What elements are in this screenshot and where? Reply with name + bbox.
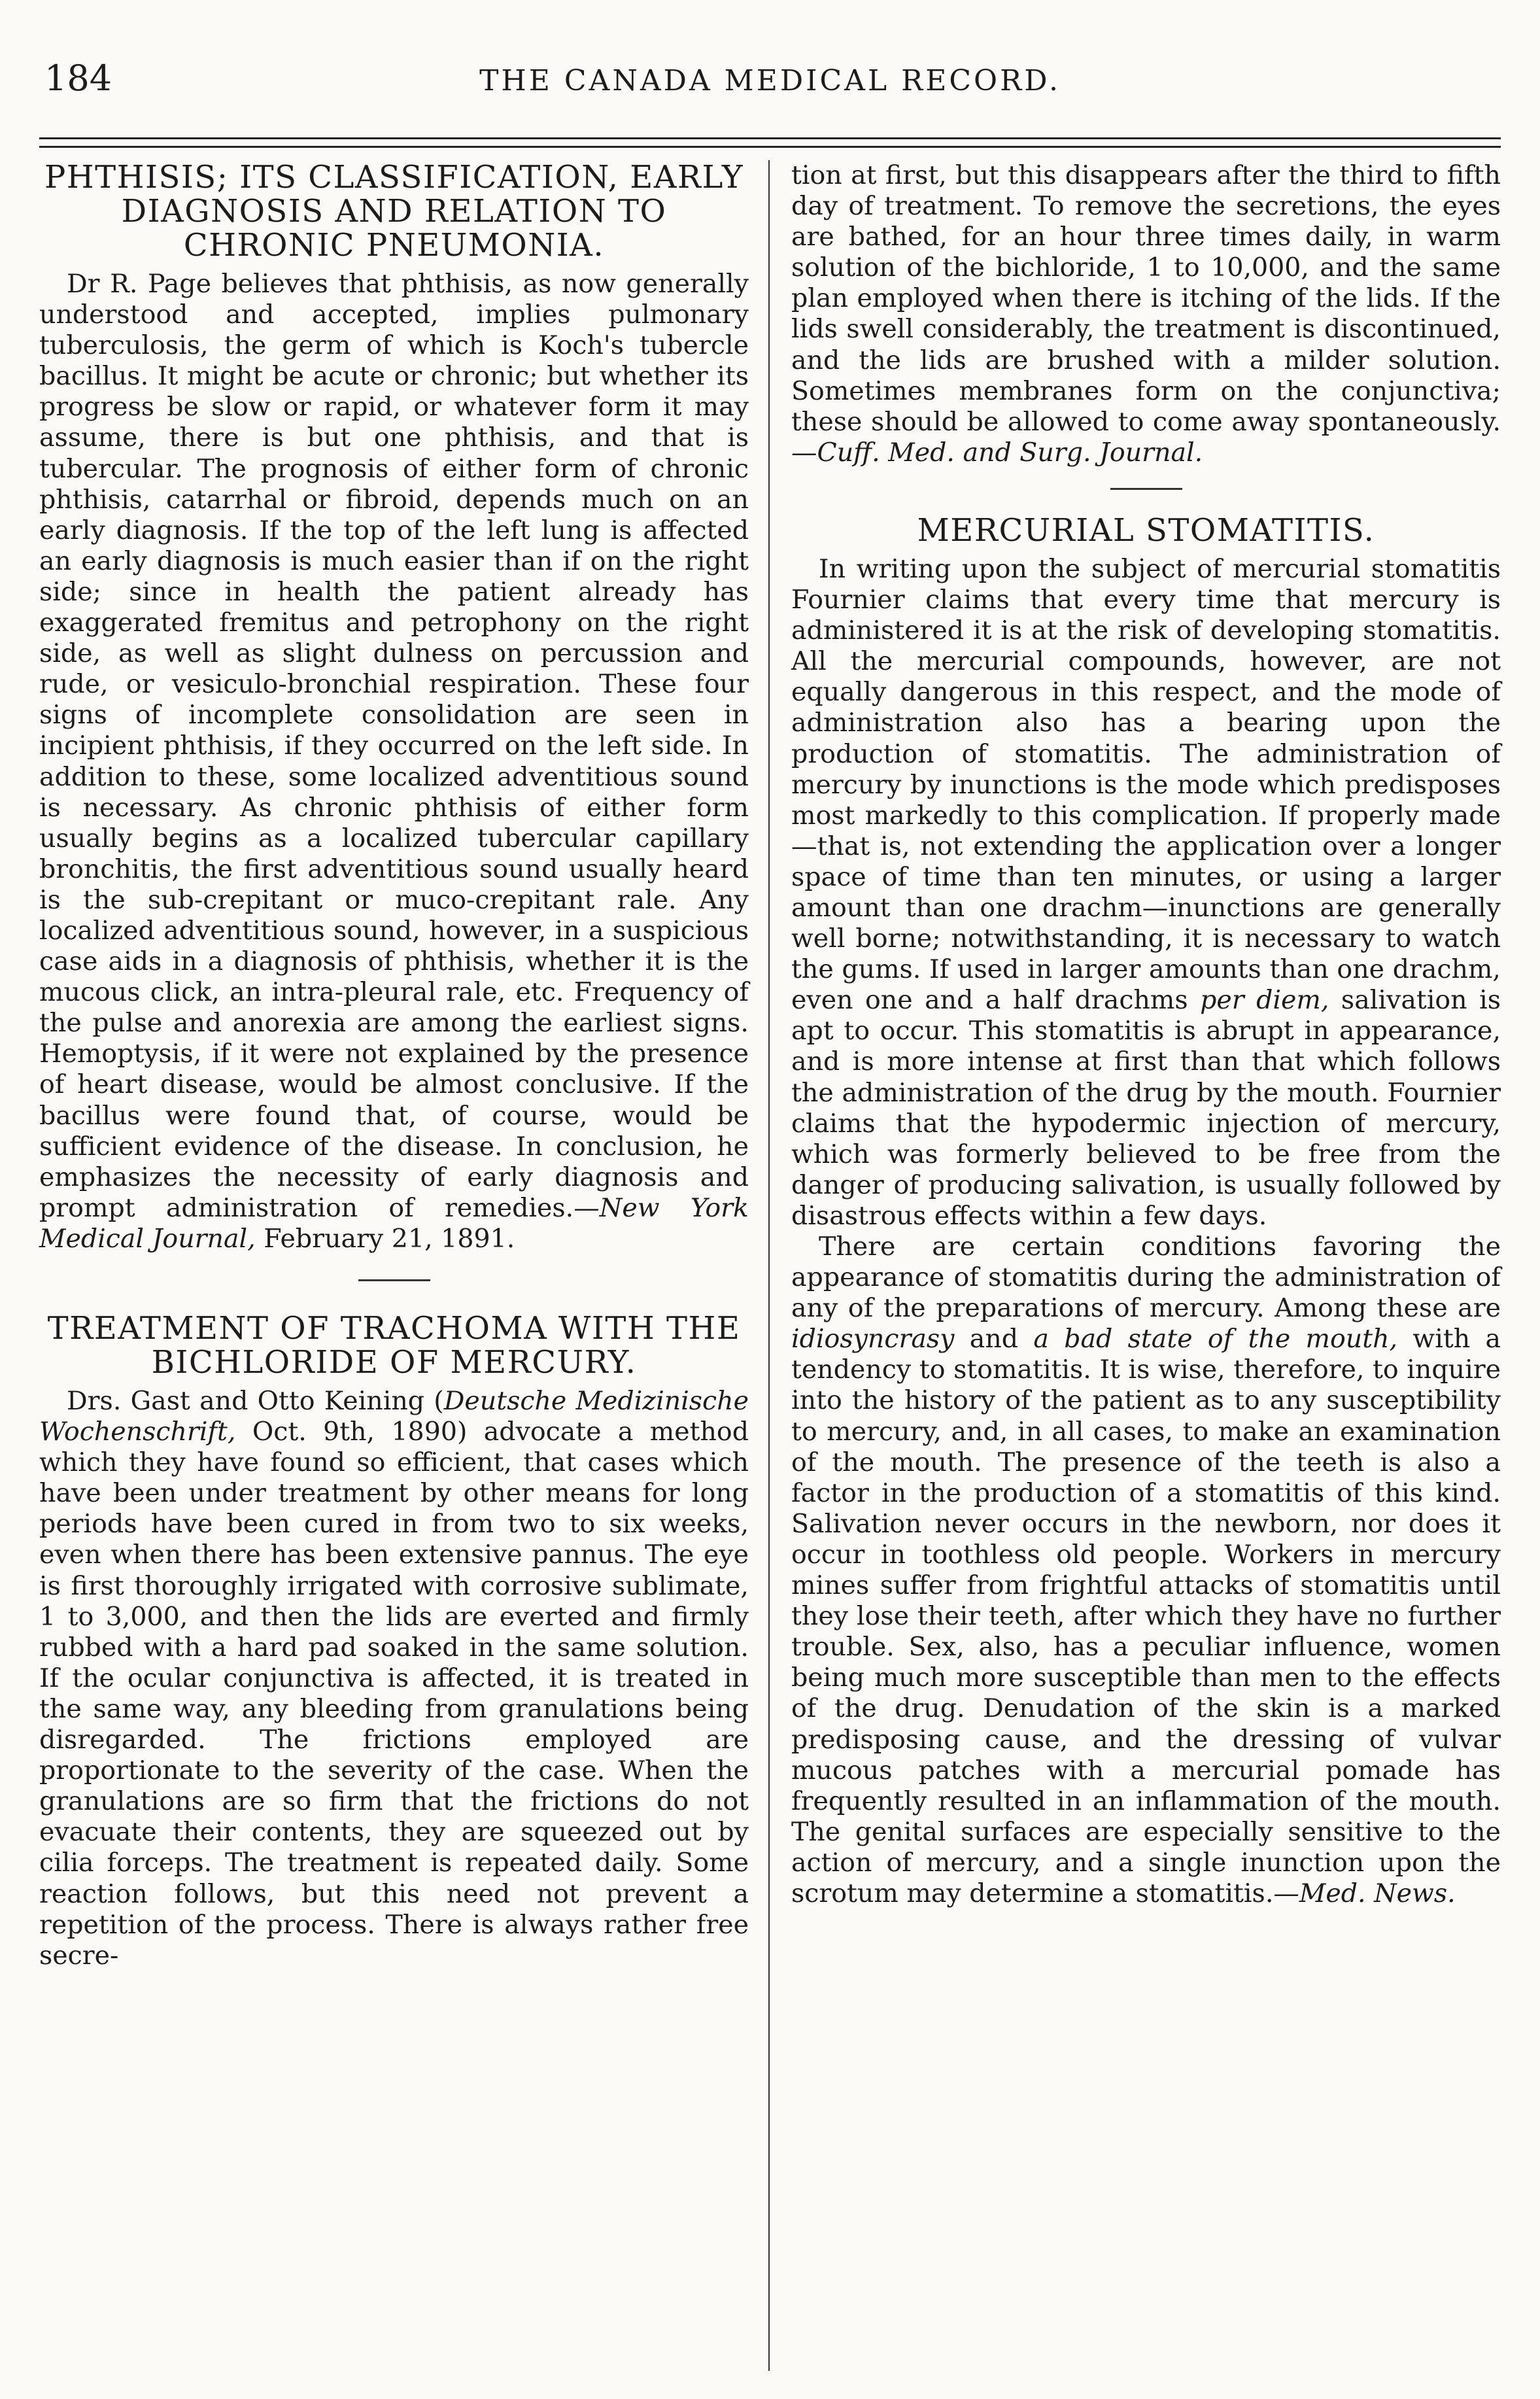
journal-page xyxy=(39,26,1501,2374)
header-double-rule xyxy=(39,137,1501,148)
trachoma-lead: Drs. Gast and Otto Keining ( xyxy=(67,1386,444,1416)
stomatitis-source: —Med. News. xyxy=(1273,1878,1456,1908)
phthisis-source: —New York Medical Journal, xyxy=(39,1192,749,1254)
stomatitis-p1-text: In writing upon the subject of mercurial stomatitis Fournier claims that every time that mercury is administered it is at the risk of developing stomatitis. All the mercurial compounds, however, are not equally dangerous in this respect, and the mode of administration also has a bearing upon the production of stomatitis. The administration of mercury by inunctions is the mode which predisposes most markedly to this complication. If properly made—that is, not extending the application over a longer space of time than ten minutes, or using a larger amount than one drachm—inunctions are generally well borne; notwithstanding, it is necessary to watch the gums. If used in larger amounts than one drachm, even one and a half drachms xyxy=(791,553,1501,1016)
continuation-text: tion at first, but this disappears after the third to fifth day of treatment. To remove the secretions, the eyes are bathed, for an hour three times daily, in warm solution of the bichloride, 1 to 10,000, and the same plan employed when there is itching of the lids. If the lids swell considerably, the treatment is discontinued, and the lids are brushed with a milder solution. Sometimes membranes form on the conjunctiva; these should be allowed to come away spontaneously. xyxy=(791,160,1501,437)
column-rule xyxy=(768,160,770,2371)
stomatitis-p1-italic: per diem, xyxy=(1200,985,1329,1016)
article-title-stomatitis: MERCURIAL STOMATITIS. xyxy=(917,511,1375,549)
continuation-source: —Cuff. Med. and Surg. Journal. xyxy=(791,437,1203,468)
journal-title: THE CANADA MEDICAL RECORD. xyxy=(479,64,1061,97)
trachoma-text: Oct. 9th, 1890) advocate a method which they have found so efficient, that cases which have been under treatment by other means for long periods have been cured in from two to six weeks, even when there has been extensive pannus. The eye is first thoroughly irrigated with corrosive sublimate, 1 to 3,000, and then the lids are everted and firmly rubbed with a hard pad soaked in the same solution. If the ocular conjunctiva is affected, it is treated in the same way, any bleeding from granulations being disregarded. The frictions employed are proportionate to the severity of the case. When the granulations are so firm that the frictions do not evacuate their contents, they are squeezed out by cilia forceps. The treatment is repeated daily. Some reaction follows, but this need not prevent a repetition of the process. There is always rather free secre- xyxy=(39,1417,749,1971)
stomatitis-p2-and: and xyxy=(954,1324,1034,1355)
phthisis-date: February 21, 1891. xyxy=(255,1223,515,1254)
section-divider xyxy=(1110,488,1182,490)
article-body-trachoma xyxy=(39,1386,749,1971)
article-title-phthisis: PHTHISIS; ITS CLASSIFICATION, EARLY DIAGNOSIS AND RELATION TO CHRONIC PNEUMONIA. xyxy=(44,159,744,264)
two-column-body xyxy=(39,160,1501,2371)
left-column xyxy=(39,160,749,2371)
trachoma-continuation xyxy=(791,160,1501,468)
stomatitis-p1-end: salivation is apt to occur. This stomatitis is abrupt in appearance, and is more intense at first than that which follows the administration of the drug by the mouth. Fournier claims that the hypodermic injection of mercury, which was formerly believed to be free from the danger of producing salivation, is usually followed by disastrous effects within a few days. xyxy=(791,985,1501,1231)
trachoma-journal: Deutsche Medizinische Wochenschrift, xyxy=(39,1386,749,1447)
section-divider xyxy=(358,1279,430,1281)
right-column xyxy=(791,160,1501,2371)
stomatitis-p2-end: with a tendency to stomatitis. It is wise, therefore, to inquire into the history of the patient as to any susceptibility to mercury, and, in all cases, to make an examination of the mouth. The presence of the teeth is also a factor in the production of a stomatitis of this kind. Salivation never occurs in the newborn, nor does it occur in toothless old people. Workers in mercury mines suffer from frightful attacks of stomatitis until they lose their teeth, after which they have no further trouble. Sex, also, has a peculiar influence, women being much more susceptible than men to the effects of the drug. Denudation of the skin is a marked predisposing cause, and the dressing of vulvar mucous patches with a mercurial pomade has frequently resulted in an inflammation of the mouth. The genital surfaces are especially sensitive to the action of mercury, and a single inunction upon the scrotum may determine a stomatitis. xyxy=(791,1324,1501,1908)
page-number: 184 xyxy=(44,58,112,99)
stomatitis-paragraph-1 xyxy=(791,554,1501,1232)
phthisis-text: Dr R. Page believes that phthisis, as now generally understood and accepted, implies pulmonary tuberculosis, the germ of which is Koch's tubercle bacillus. It might be acute or chronic; but whether its progress be slow or rapid, or whatever form it may assume, there is but one phthisis, and that is tubercular. The prognosis of either form of chronic phthisis, catarrhal or fibroid, depends much on an early diagnosis. If the top of the left lung is affected an early diagnosis is much easier than if on the right side; since in health the patient already has exaggerated fremitus and petrophony on the right side, as well as slight dulness on percussion and rude, or vesiculo-bronchial respiration. These four signs of incomplete consolidation are seen in incipient phthisis, if they occurred on the left side. In addition to these, some localized adventitious sound is necessary. As chronic phthisis of either form usually begins as a localized tubercular capillary bronchitis, the first adventitious sound usually heard is the sub-crepitant or muco-crepitant rale. Any localized adventitious sound, however, in a suspicious case aids in a diagnosis of phthisis, whether it is the mucous click, an intra-pleural rale, etc. Frequency of the pulse and anorexia are among the earliest signs. Hemoptysis, if it were not explained by the presence of heart disease, would be almost conclusive. If the bacillus were found that, of course, would be sufficient evidence of the disease. In conclusion, he emphasizes the necessity of early diagnosis and prompt administration of remedies. xyxy=(39,269,749,1223)
stomatitis-p2-start: There are certain conditions favoring the appearance of stomatitis during the administration of any of the preparations of mercury. Among these are xyxy=(791,1232,1501,1324)
stomatitis-p2-italic-1: idiosyncrasy xyxy=(791,1324,955,1355)
article-title-trachoma: TREATMENT OF TRACHOMA WITH THE BICHLORIDE OF MERCURY. xyxy=(47,1310,741,1381)
article-body-phthisis xyxy=(39,269,749,1254)
stomatitis-p2-italic-2: a bad state of the mouth, xyxy=(1033,1324,1398,1355)
stomatitis-paragraph-2 xyxy=(791,1232,1501,1909)
running-head xyxy=(39,26,1501,111)
